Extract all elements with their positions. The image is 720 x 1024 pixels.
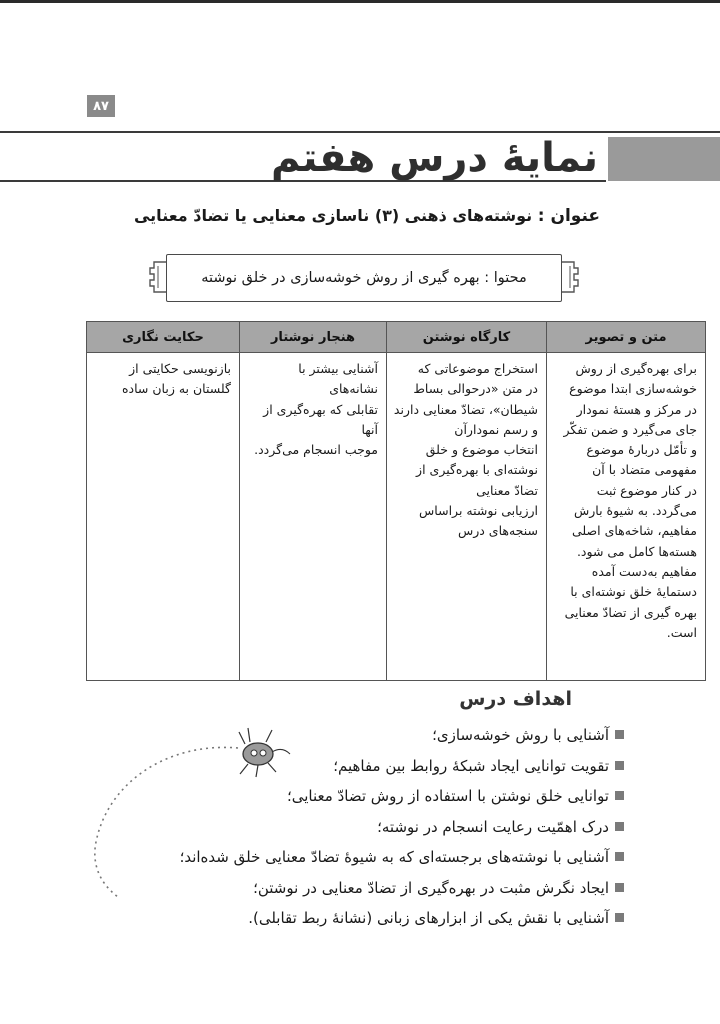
page-number: ۸۷ bbox=[87, 95, 115, 117]
page-title: نمایهٔ درس هفتم bbox=[271, 135, 598, 181]
content-box bbox=[166, 254, 562, 302]
title-tab bbox=[608, 137, 720, 181]
square-bullet-icon bbox=[615, 883, 624, 892]
lesson-table bbox=[86, 321, 706, 681]
list-item: آشنایی با نوشته‌های برجسته‌ای که به شیوهٔ تضادّ معنایی خلق شده‌اند؛ bbox=[64, 842, 624, 873]
goals-title: اهداف درس bbox=[459, 688, 572, 710]
header-writing-workshop: کارگاه نوشتن bbox=[387, 322, 547, 353]
subject-line bbox=[134, 206, 600, 226]
square-bullet-icon bbox=[615, 852, 624, 861]
square-bullet-icon bbox=[615, 730, 624, 739]
list-item: آشنایی با روش خوشه‌سازی؛ bbox=[64, 720, 624, 751]
content-frame bbox=[148, 254, 580, 302]
list-item: تقویت توانایی ایجاد شبکهٔ روابط بین مفاهیم؛ bbox=[64, 751, 624, 782]
header-text-image: متن و تصویر bbox=[547, 322, 706, 353]
subject-text: نوشته‌های ذهنی (۳) ناسازی معنایی یا تضادّ معنایی bbox=[133, 206, 533, 225]
top-rule bbox=[0, 0, 720, 3]
header-anecdote-writing: حکایت نگاری bbox=[87, 322, 240, 353]
list-item: توانایی خلق نوشتن با استفاده از روش تضادّ معنایی؛ bbox=[64, 781, 624, 812]
cell-anecdote-writing: بازنویسی حکایتی از گلستان به زبان ساده bbox=[87, 353, 240, 681]
header-writing-norms: هنجار نوشتار bbox=[240, 322, 387, 353]
content-text: بهره گیری از روش خوشه‌سازی در خلق نوشته bbox=[201, 270, 480, 286]
square-bullet-icon bbox=[615, 822, 624, 831]
scroll-ornament-icon bbox=[148, 260, 168, 294]
square-bullet-icon bbox=[615, 913, 624, 922]
square-bullet-icon bbox=[615, 791, 624, 800]
table-row bbox=[87, 353, 706, 681]
list-item: ایجاد نگرش مثبت در بهره‌گیری از تضادّ معنایی در نوشتن؛ bbox=[64, 873, 624, 904]
square-bullet-icon bbox=[615, 761, 624, 770]
title-band bbox=[0, 137, 720, 181]
subject-label: عنوان : bbox=[537, 206, 600, 226]
list-item: درک اهمّیت رعایت انسجام در نوشته؛ bbox=[64, 812, 624, 843]
goals-list bbox=[64, 720, 624, 934]
list-item: آشنایی با نقش یکی از ابزارهای زبانی (نشانهٔ ربط تقابلی). bbox=[64, 903, 624, 934]
cell-writing-norms: آشنایی بیشتر با نشانه‌های تقابلی که بهره‌گیری از آنها موجب انسجام می‌گردد. bbox=[240, 353, 387, 681]
scroll-ornament-icon bbox=[560, 260, 580, 294]
cell-text-image: برای بهره‌گیری از روش خوشه‌سازی ابتدا موضوع در مرکز و هستهٔ نمودار جای می‌گیرد و ضمن تفکّر و تأمّل دربارهٔ موضوع مفهومی متضاد با آن در کنار موضوع ثبت می‌گردد. به شیوهٔ بارش مفاهیم، شاخه‌های اصلی هسته‌ها کامل می شود. مفاهیم به‌دست آمده دستمایهٔ خلق نوشته‌ای با بهره گیری از تضادّ معنایی است. bbox=[547, 353, 706, 681]
content-label: محتوا : bbox=[484, 270, 527, 286]
cell-writing-workshop: استخراج موضوعاتی که در متن «درحوالی بساط شیطان»، تضادّ معنایی دارند و رسم نمودارآن انتخاب موضوع و خلق نوشته‌ای با بهره‌گیری از تضادّ معنایی ارزیابی نوشته براساس سنجه‌های درس bbox=[387, 353, 547, 681]
table-header-row bbox=[87, 322, 706, 353]
